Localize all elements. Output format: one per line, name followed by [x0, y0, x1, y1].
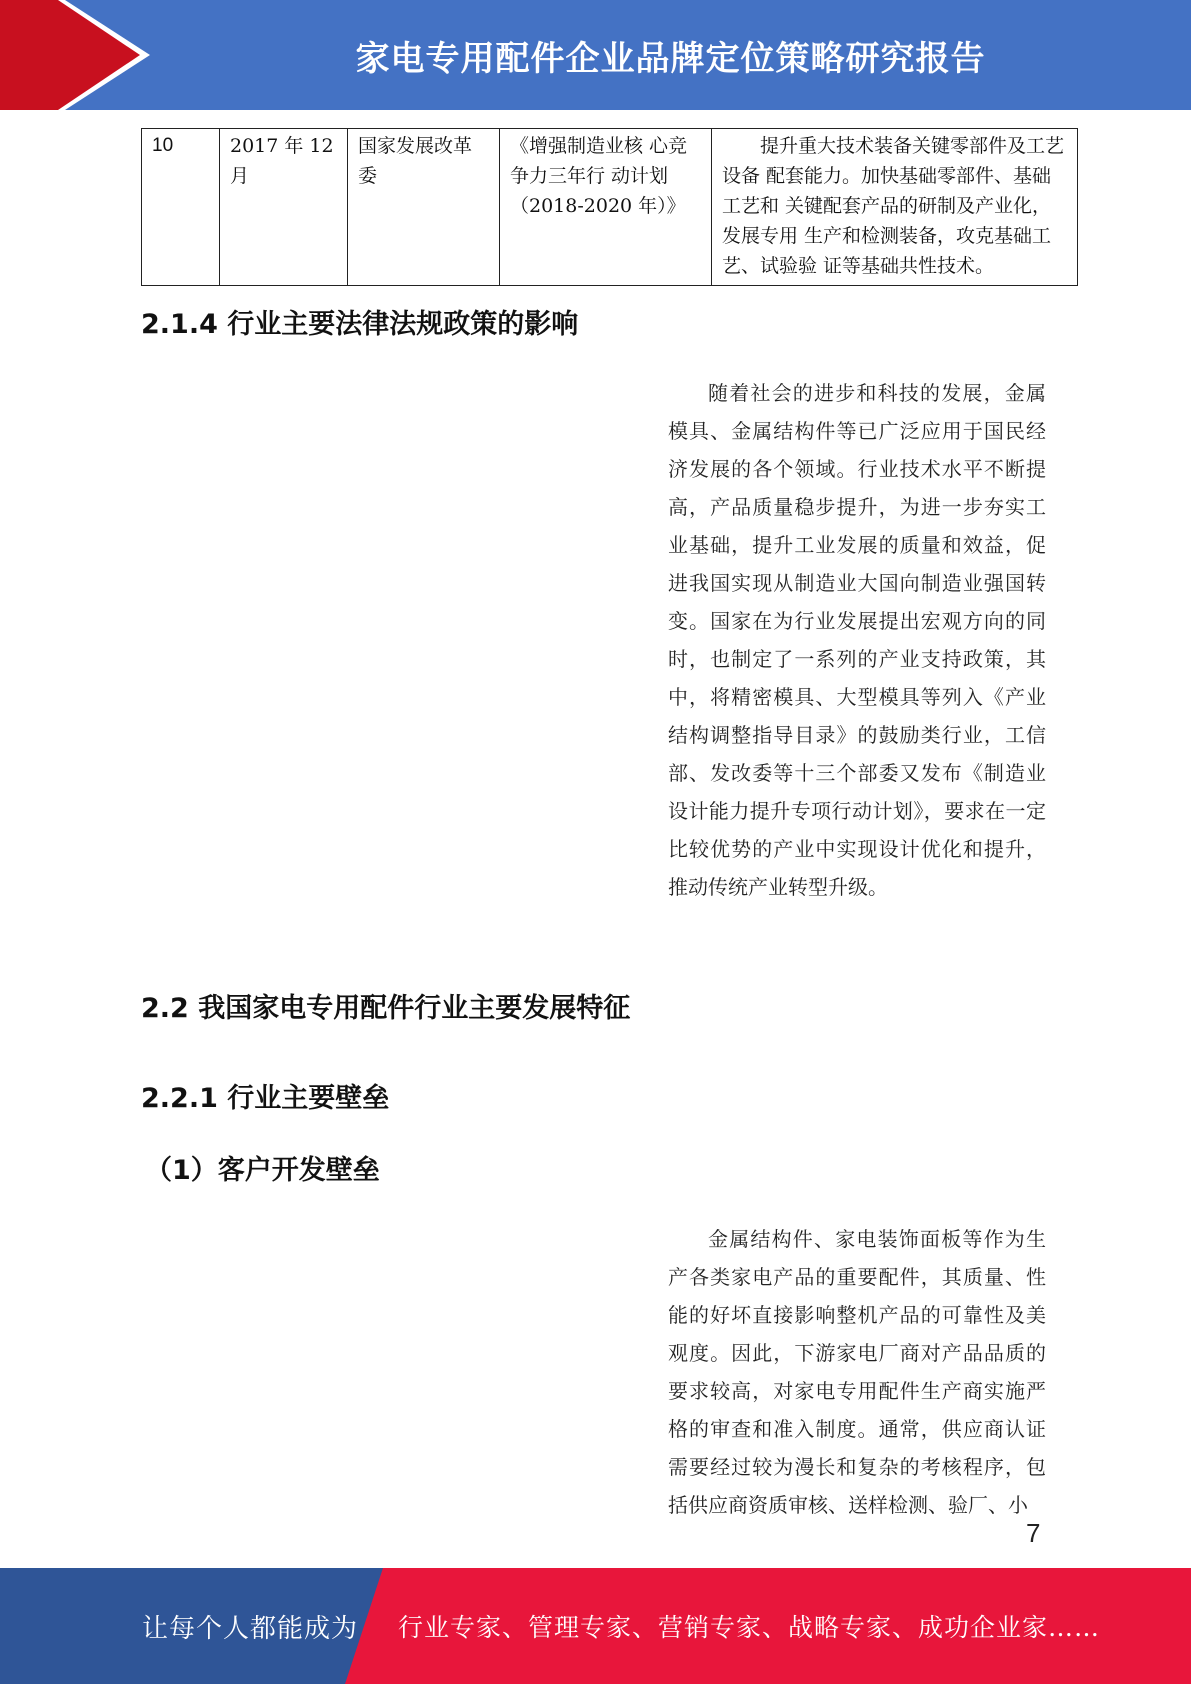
section-paragraph-2-1-4: 随着社会的进步和科技的发展，金属模具、金属结构件等已广泛应用于国民经济发展的各个领域。行业技术水平不断提高，产品质量稳步提升，为进一步夯实工业基础，提升工业发展的质量和效益，促进我国实现从制造业大国向制造业强国转变。国家在为行业发展提出宏观方向的同时，也制定了一系列的产业支持政策，其中，将精密模具、大型模具等列入《产业结构调整指导目录》的鼓励类行业，工信部、发改委等十三个部委又发布《制造业设计能力提升专项行动计划》，要求在一定比较优势的产业中实现设计优化和提升，推动传统产业转型升级。 [668, 381, 1046, 899]
table-cell-document: 《增强制造业核 心竞争力三年行 动计划（2018-2020 年）》 [500, 129, 712, 286]
table-row [142, 129, 1078, 286]
table-cell-no: 10 [142, 129, 220, 286]
chevron-arrow-icon [0, 0, 150, 110]
subsection-paragraph-customer-barrier: 金属结构件、家电装饰面板等作为生产各类家电产品的重要配件，其质量、性能的好坏直接影响整机产品的可靠性及美观度。因此，下游家电厂商对产品品质的要求较高，对家电专用配件生产商实施严格的审查和准入制度。通常，供应商认证需要经过较为漫长和复杂的考核程序，包括供应商资质审核、送样检测、验厂、小 [668, 1227, 1046, 1517]
footer-slogan-left: 让每个人都能成为 [142, 1613, 359, 1644]
section-heading-2-2-1: 2.2.1 行业主要壁垒 [141, 1083, 390, 1114]
page-header [0, 0, 1191, 110]
table-cell-date: 2017 年 12 月 [220, 129, 348, 286]
report-title: 家电专用配件企业品牌定位策略研究报告 [355, 38, 986, 79]
page-footer [0, 1568, 1191, 1684]
table-cell-issuer: 国家发展改革委 [348, 129, 500, 286]
subsection-heading-customer-barrier: （1）客户开发壁垒 [145, 1155, 380, 1186]
policy-table [141, 128, 1078, 286]
section-heading-2-1-4: 2.1.4 行业主要法律法规政策的影响 [141, 309, 579, 340]
footer-slogan-right: 行业专家、管理专家、营销专家、战略专家、成功企业家…… [398, 1613, 1101, 1642]
section-heading-2-2: 2.2 我国家电专用配件行业主要发展特征 [141, 993, 631, 1024]
page-number: 7 [1026, 1518, 1041, 1548]
table-cell-content: 提升重大技术装备关键零部件及工艺设备 配套能力。加快基础零部件、基础工艺和 关键配套产品的研制及产业化，发展专用 生产和检测装备，攻克基础工艺、试验验 证等基础共性技术。 [712, 129, 1078, 286]
